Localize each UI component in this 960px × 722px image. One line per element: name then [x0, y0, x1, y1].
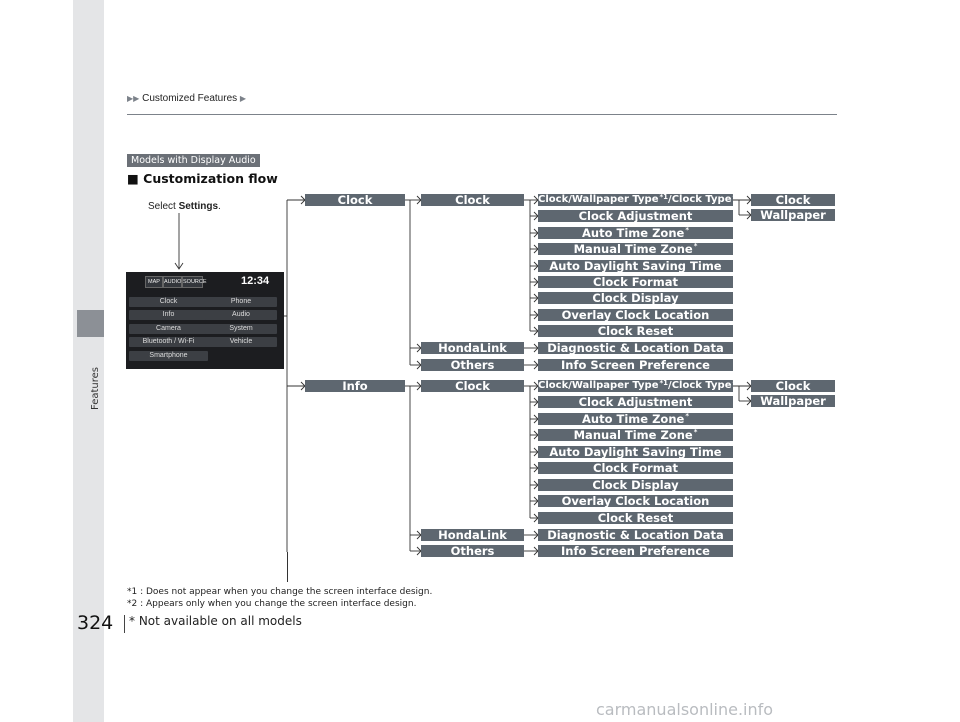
footnote-marker: *2 — [732, 379, 742, 387]
footnote-marker: * — [693, 242, 698, 250]
submenu-others[interactable]: Others — [421, 359, 524, 371]
footnote-marker: * — [685, 412, 689, 420]
item-overlay-clock-location[interactable]: Overlay Clock Location — [538, 309, 733, 321]
item-clock-type-a: Clock/Wallpaper Type — [538, 194, 659, 205]
screen-time: 12:34 — [241, 275, 270, 287]
item-info-screen-preference[interactable]: Info Screen Preference — [538, 545, 733, 557]
menu-clock[interactable]: Clock — [305, 194, 405, 206]
item-clock-type-b: Clock Type — [671, 380, 732, 391]
item-clock-type-a: Clock/Wallpaper Type — [538, 380, 659, 391]
item-clock-display[interactable]: Clock Display — [538, 292, 733, 304]
item-clock-adjustment[interactable]: Clock Adjustment — [538, 396, 733, 408]
footnote-marker: * — [685, 226, 689, 234]
footnote-marker: *1 — [659, 379, 669, 387]
page-number: 324 — [77, 612, 114, 634]
trunk-tail — [287, 552, 288, 582]
screen-btn-system[interactable]: System — [205, 324, 277, 334]
footer-divider — [124, 615, 125, 633]
section-title-text: Customization flow — [143, 171, 278, 186]
submenu-hondalink[interactable]: HondaLink — [421, 342, 524, 354]
item-auto-time-zone[interactable] — [538, 227, 733, 239]
item-clock-type[interactable] — [538, 193, 742, 206]
submenu-others[interactable]: Others — [421, 545, 524, 557]
watermark: carmanualsonline.info — [596, 700, 774, 719]
item-clock-adjustment[interactable]: Clock Adjustment — [538, 210, 733, 222]
item-manual-time-zone[interactable] — [538, 243, 733, 255]
screen-btn-phone[interactable]: Phone — [205, 297, 277, 307]
footnote-marker: *1 — [659, 193, 669, 201]
item-auto-dst[interactable]: Auto Daylight Saving Time — [538, 260, 733, 272]
option-wallpaper[interactable]: Wallpaper — [751, 395, 835, 407]
select-prefix: Select — [148, 201, 179, 212]
footnote-marker: * — [693, 428, 698, 436]
item-clock-reset[interactable]: Clock Reset — [538, 512, 733, 524]
item-clock-type[interactable] — [538, 379, 742, 392]
footnote-marker: *2 — [732, 193, 742, 201]
screen-btn-clock[interactable]: Clock — [129, 297, 208, 307]
screen-btn-bluetooth[interactable]: Bluetooth / Wi-Fi — [129, 337, 208, 347]
breadcrumb-label: Customized Features — [142, 93, 238, 104]
screen-btn-info[interactable]: Info — [129, 310, 208, 320]
item-manual-time-zone-label: Manual Time Zone — [573, 242, 693, 256]
item-manual-time-zone[interactable] — [538, 429, 733, 441]
option-clock[interactable]: Clock — [751, 380, 835, 392]
arrow-icon: ▶▶ — [127, 94, 140, 103]
item-clock-type-sep: / — [668, 380, 672, 391]
item-overlay-clock-location[interactable]: Overlay Clock Location — [538, 495, 733, 507]
item-clock-type-sep: / — [668, 194, 672, 205]
submenu-clock[interactable]: Clock — [421, 380, 524, 392]
footnote-1: *1 : Does not appear when you change the screen interface design. — [127, 587, 433, 597]
screen-tab-map[interactable]: MAP — [145, 276, 163, 288]
screen-btn-vehicle[interactable]: Vehicle — [205, 337, 277, 347]
model-badge: Models with Display Audio — [127, 154, 260, 167]
option-clock[interactable]: Clock — [751, 194, 835, 206]
menu-info[interactable]: Info — [305, 380, 405, 392]
item-diagnostic-location[interactable]: Diagnostic & Location Data — [538, 342, 733, 354]
item-auto-time-zone[interactable] — [538, 413, 733, 425]
submenu-clock[interactable]: Clock — [421, 194, 524, 206]
square-bullet-icon: ■ — [127, 171, 139, 186]
screen-tab-audio[interactable]: AUDIO — [163, 276, 182, 288]
screen-tab-source[interactable]: SOURCE — [182, 276, 203, 288]
option-wallpaper[interactable]: Wallpaper — [751, 209, 835, 221]
item-auto-time-zone-label: Auto Time Zone — [582, 412, 685, 426]
arrow-icon: ▶ — [239, 94, 247, 103]
item-info-screen-preference[interactable]: Info Screen Preference — [538, 359, 733, 371]
screen-btn-smartphone[interactable]: Smartphone — [129, 351, 208, 361]
side-label: Features — [90, 367, 101, 410]
item-diagnostic-location[interactable]: Diagnostic & Location Data — [538, 529, 733, 541]
item-clock-format[interactable]: Clock Format — [538, 276, 733, 288]
availability-note: * Not available on all models — [129, 614, 302, 628]
item-clock-format[interactable]: Clock Format — [538, 462, 733, 474]
submenu-hondalink[interactable]: HondaLink — [421, 529, 524, 541]
item-clock-type-b: Clock Type — [671, 194, 732, 205]
item-clock-display[interactable]: Clock Display — [538, 479, 733, 491]
screen-btn-audio[interactable]: Audio — [205, 310, 277, 320]
screen-btn-camera[interactable]: Camera — [129, 324, 208, 334]
select-suffix: . — [218, 201, 221, 212]
item-auto-time-zone-label: Auto Time Zone — [582, 226, 685, 240]
select-settings: Settings — [178, 201, 219, 212]
item-clock-reset[interactable]: Clock Reset — [538, 325, 733, 337]
item-manual-time-zone-label: Manual Time Zone — [573, 428, 693, 442]
item-auto-dst[interactable]: Auto Daylight Saving Time — [538, 446, 733, 458]
footnote-2: *2 : Appears only when you change the screen interface design. — [127, 599, 417, 609]
